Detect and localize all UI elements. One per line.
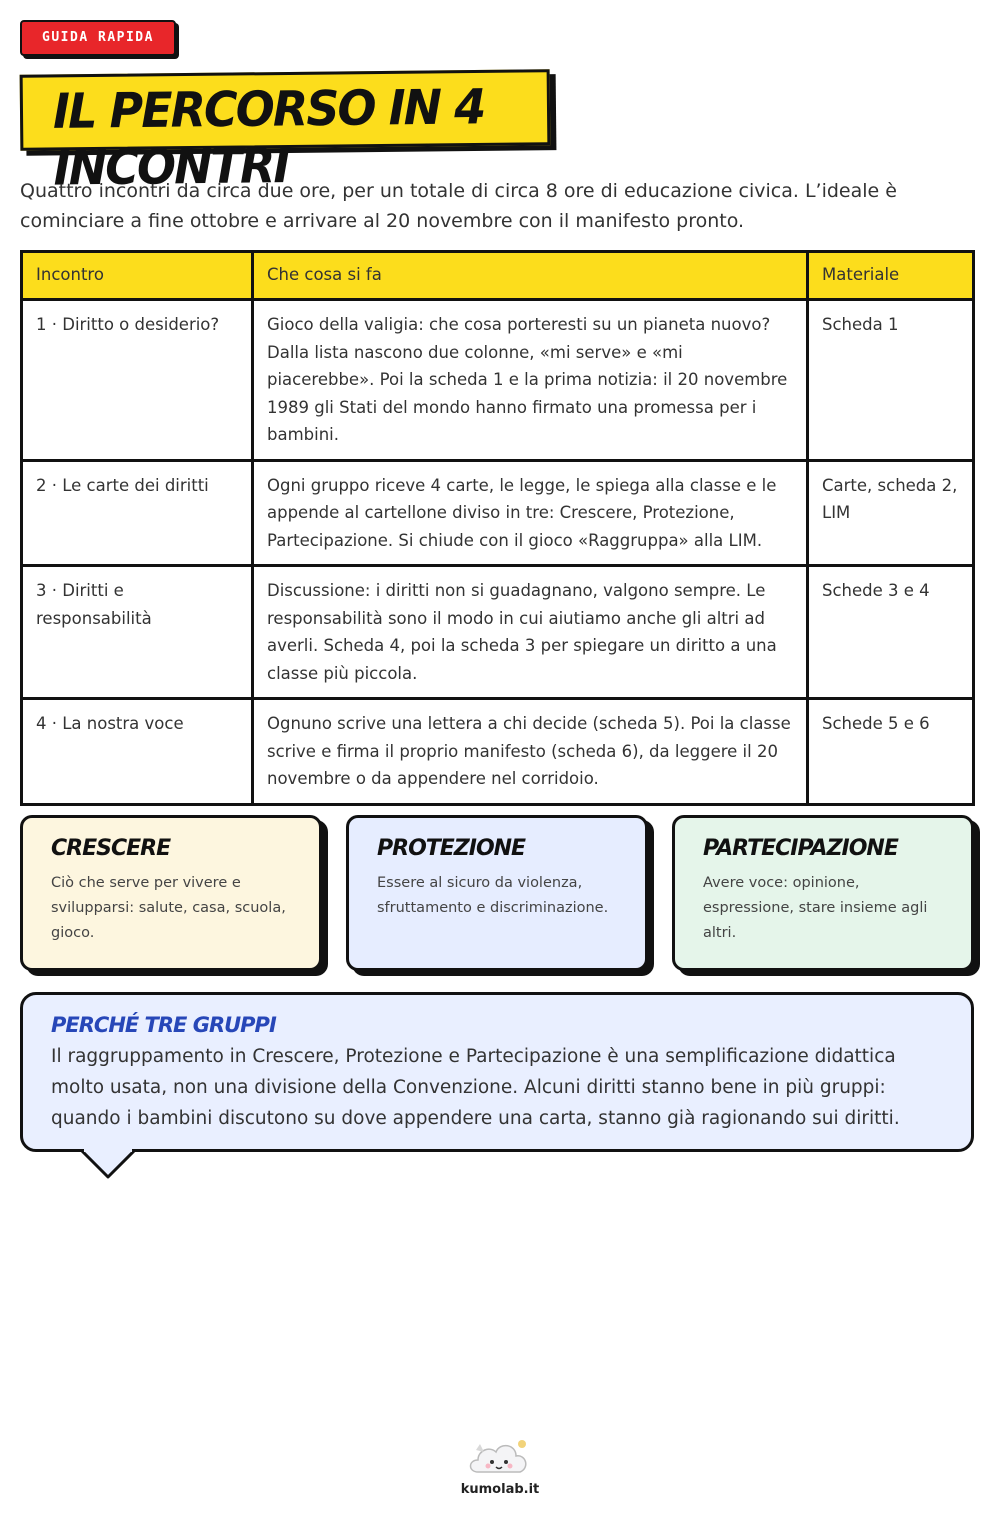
card-title: CRESCERE [51, 836, 171, 861]
callout-text: Il raggruppamento in Crescere, Protezione e Partecipazione è una semplificazione didattica molto usata, non una divisione della Convenzione. Alcuni diritti stanno bene in più gruppi: quando i bambini discutono su dove appendere una carta, stanno già ragionando sui diritti. [51, 1046, 900, 1129]
title-banner [20, 69, 551, 197]
row-materiale: Schede 5 e 6 [808, 699, 974, 805]
card-crescere [20, 815, 322, 971]
plan-table [20, 250, 975, 806]
callout-tail [78, 1149, 140, 1183]
cloud-mascot-icon [466, 1436, 534, 1480]
header-incontro: Incontro [22, 252, 253, 300]
row-materiale: Carte, scheda 2, LIM [808, 460, 974, 566]
guide-badge: GUIDA RAPIDA [20, 20, 176, 56]
table-row [22, 300, 974, 461]
card-title: PROTEZIONE [377, 836, 526, 861]
row-attivita: Ognuno scrive una lettera a chi decide (scheda 5). Poi la classe scrive e firma il proprio manifesto (scheda 6), da leggere il 20 novembre o da appendere nel corridoio. [253, 699, 808, 805]
intro-paragraph: Quattro incontri da circa due ore, per un totale di circa 8 ore di educazione civica. L’ideale è cominciare a fine ottobre e arrivare al 20 novembre con il manifesto pronto. [20, 180, 897, 232]
footer-site: kumolab.it [460, 1482, 540, 1497]
row-attivita: Ogni gruppo riceve 4 carte, le legge, le spiega alla classe e le appende al cartellone diviso in tre: Crescere, Protezione, Partecipazione. Si chiude con il gioco «Raggruppa» alla LIM. [253, 460, 808, 566]
header-materiale: Materiale [808, 252, 974, 300]
table-header-row [22, 252, 974, 300]
card-protezione [346, 815, 648, 971]
page-title: IL PERCORSO IN 4 INCONTRI [52, 78, 485, 197]
card-text: Ciò che serve per vivere e svilupparsi: salute, casa, scuola, gioco. [51, 875, 286, 941]
card-text: Avere voce: opinione, espressione, stare insieme agli altri. [703, 875, 928, 941]
callout-title: PERCHÉ TRE GRUPPI [51, 1013, 276, 1037]
card-title: PARTECIPAZIONE [703, 836, 898, 861]
row-incontro: 3 · Diritti e responsabilità [22, 566, 253, 699]
row-incontro: 1 · Diritto o desiderio? [22, 300, 253, 461]
table-row [22, 566, 974, 699]
row-materiale: Scheda 1 [808, 300, 974, 461]
callout-box [20, 992, 974, 1152]
card-partecipazione [672, 815, 974, 971]
row-incontro: 4 · La nostra voce [22, 699, 253, 805]
category-cards [20, 815, 980, 980]
row-attivita: Discussione: i diritti non si guadagnano, valgono sempre. Le responsabilità sono il modo in cui aiutiamo anche gli altri ad averli. Scheda 4, poi la scheda 3 per spiegare un diritto a una classe più piccola. [253, 566, 808, 699]
card-text: Essere al sicuro da violenza, sfruttamento e discriminazione. [377, 875, 609, 916]
row-materiale: Schede 3 e 4 [808, 566, 974, 699]
table-row [22, 699, 974, 805]
row-attivita: Gioco della valigia: che cosa porteresti su un pianeta nuovo? Dalla lista nascono due colonne, «mi serve» e «mi piacerebbe». Poi la scheda 1 e la prima notizia: il 20 novembre 1989 gli Stati del mondo hanno firmato una promessa per i bambini. [253, 300, 808, 461]
row-incontro: 2 · Le carte dei diritti [22, 460, 253, 566]
table-row [22, 460, 974, 566]
header-attivita: Che cosa si fa [253, 252, 808, 300]
